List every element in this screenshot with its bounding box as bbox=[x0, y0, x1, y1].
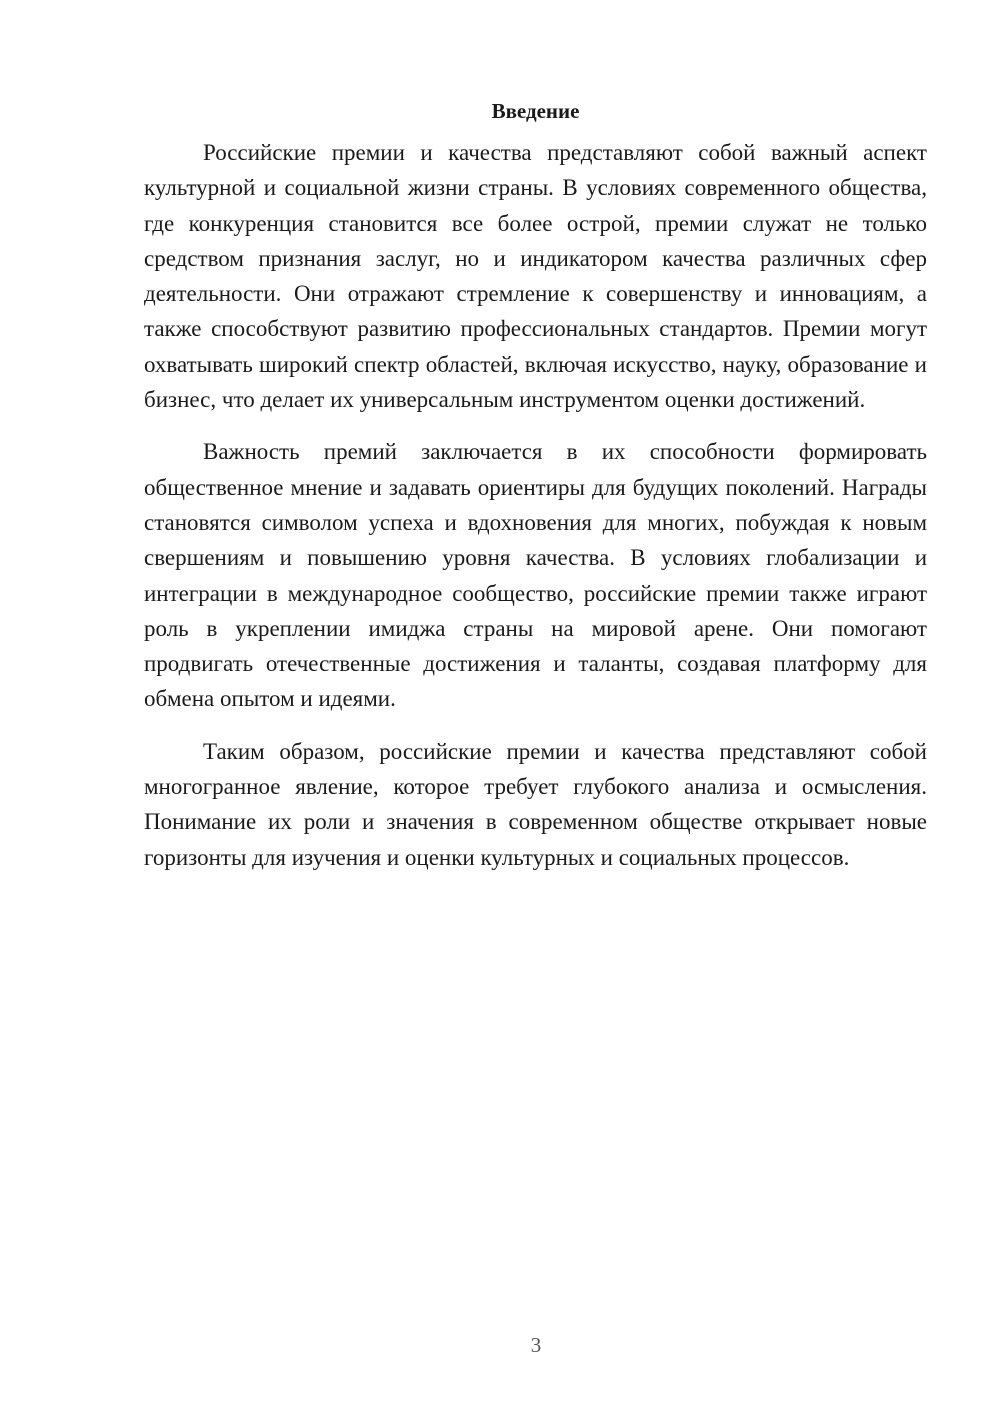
section-heading: Введение bbox=[491, 99, 580, 123]
page-content bbox=[144, 96, 927, 892]
paragraph-1: Российские премии и качества представляют собой важный аспект культурной и социальной жизни страны. В условиях современного общества, где конкуренция становится все более острой, премии служат не только средством признания заслуг, но и индикатором качества различных сфер деятельности. Они отражают стремление к совершенству и инновациям, а также способствуют развитию профессиональных стандартов. Премии могут охватывать широкий спектр областей, включая искусство, науку, образование и бизнес, что делает их универсальным инструментом оценки достижений. bbox=[144, 140, 927, 413]
paragraph-2: Важность премий заключается в их способности формировать общественное мнение и задавать ориентиры для будущих поколений. Награды становятся символом успеха и вдохновения для многих, побуждая к новым свершениям и повышению уровня качества. В условиях глобализации и интеграции в международное сообщество, российские премии также играют роль в укреплении имиджа страны на мировой арене. Они помогают продвигать отечественные достижения и таланты, создавая платформу для обмена опытом и идеями. bbox=[144, 439, 927, 712]
page-number: 3 bbox=[530, 1333, 542, 1357]
paragraph-3: Таким образом, российские премии и качества представляют собой многогранное явление, которое требует глубокого анализа и осмысления. Понимание их роли и значения в современном обществе открывает новые горизонты для изучения и оценки культурных и социальных процессов. bbox=[144, 738, 927, 870]
